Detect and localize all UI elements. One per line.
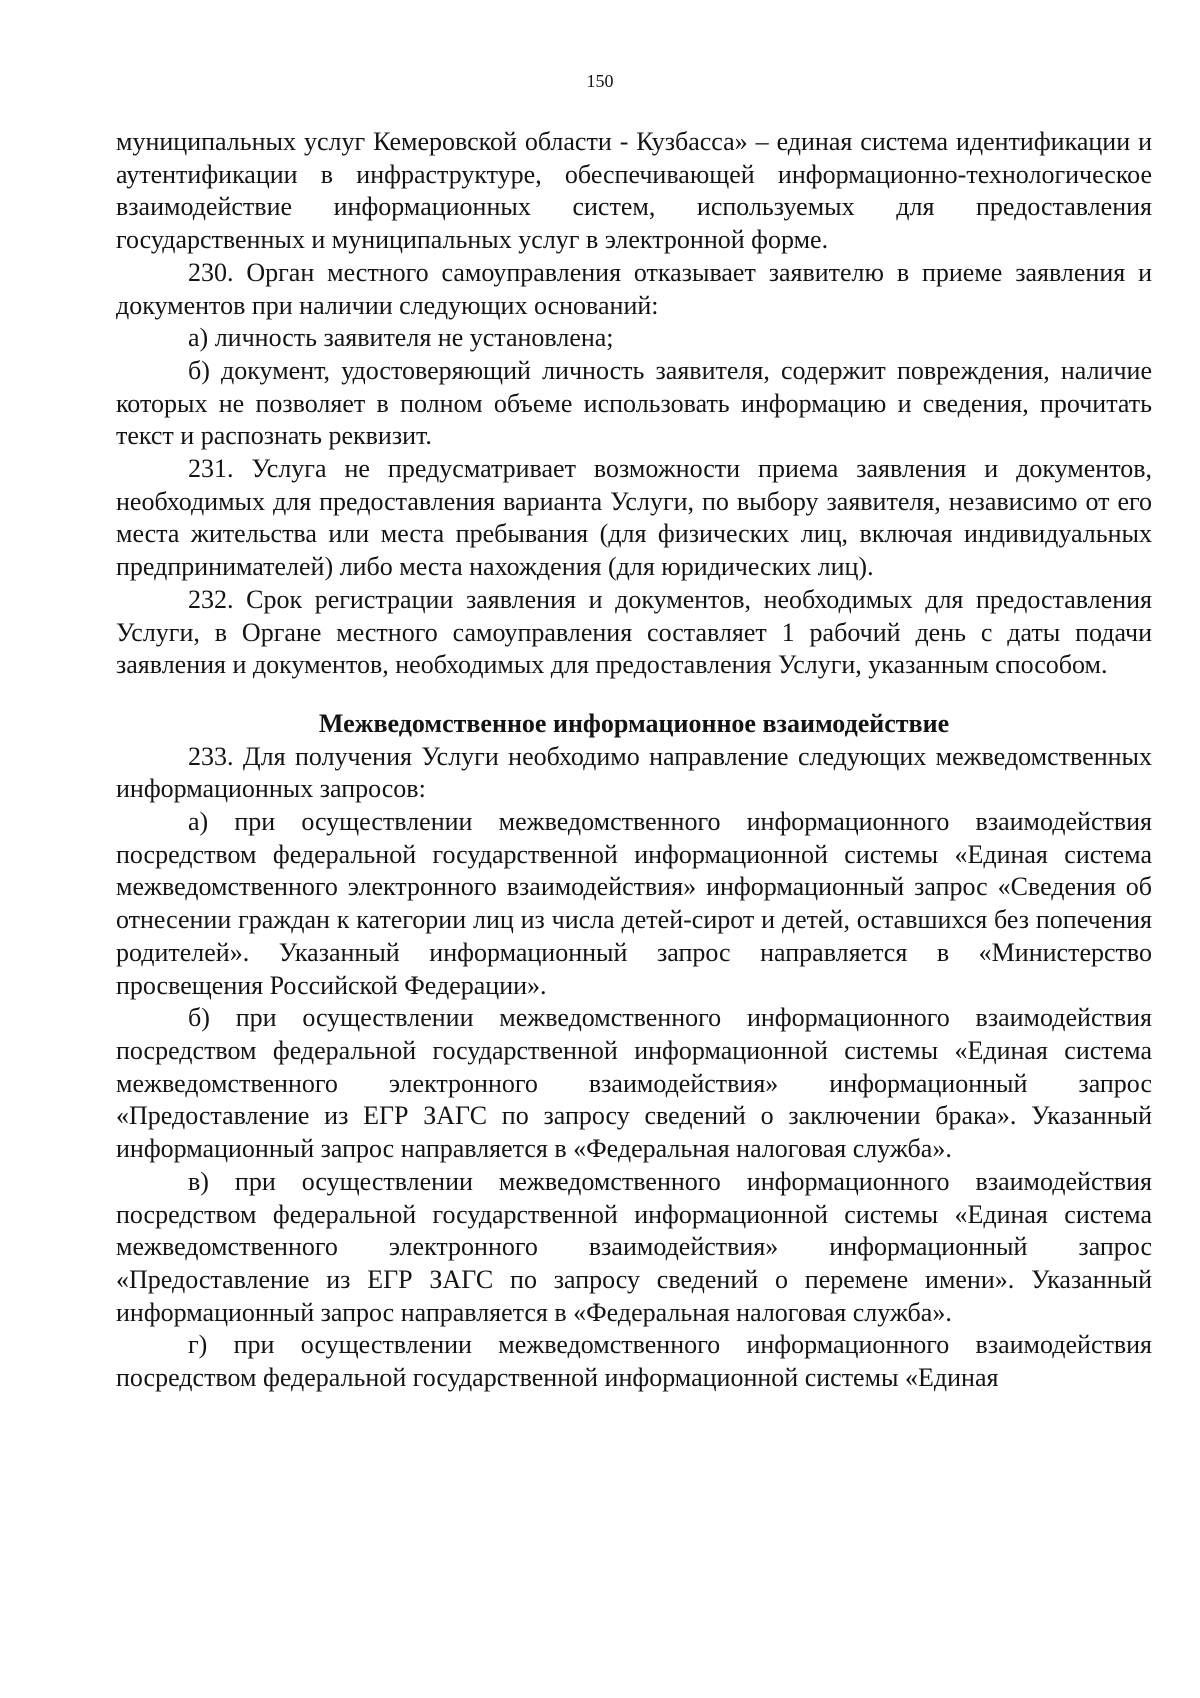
paragraph-230: 230. Орган местного самоуправления отказывает заявителю в приеме заявления и документов при наличии следующих оснований: <box>116 257 1152 320</box>
paragraph-230-a: а) личность заявителя не установлена; <box>188 323 614 353</box>
section-heading: Межведомственное информационное взаимодействие <box>318 708 950 738</box>
paragraph-230-b: б) документ, удостоверяющий личность заявителя, содержит повреждения, наличие которых не позволяет в полном объеме использовать информацию и сведения, прочитать текст и распознать реквизит. <box>116 355 1152 451</box>
page-number: 150 <box>586 71 614 91</box>
document-body <box>116 126 1152 1395</box>
paragraph-233-a: а) при осуществлении межведомственного информационного взаимодействия посредством федеральной государственной информационной системы «Единая система межведомственного электронного взаимодействия» информационный запрос «Сведения об отнесении граждан к категории лиц из числа детей-сирот и детей, оставшихся без попечения родителей». Указанный информационный запрос направляется в «Министерство просвещения Российской Федерации». <box>116 807 1152 1000</box>
paragraph-233-b: б) при осуществлении межведомственного информационного взаимодействия посредством федеральной государственной информационной системы «Единая система межведомственного электронного взаимодействия» информационный запрос «Предоставление из ЕГР ЗАГС по запросу сведений о заключении брака». Указанный информационный запрос направляется в «Федеральная налоговая служба». <box>116 1003 1152 1164</box>
paragraph-233: 233. Для получения Услуги необходимо направление следующих межведомственных информационных запросов: <box>116 741 1152 804</box>
paragraph-233-v: в) при осуществлении межведомственного информационного взаимодействия посредством федеральной государственной информационной системы «Единая система межведомственного электронного взаимодействия» информационный запрос «Предоставление из ЕГР ЗАГС по запросу сведений о перемене имени». Указанный информационный запрос направляется в «Федеральная налоговая служба». <box>116 1166 1152 1327</box>
paragraph-233-g: г) при осуществлении межведомственного информационного взаимодействия посредством федеральной государственной информационной системы «Единая <box>116 1330 1152 1393</box>
paragraph-231: 231. Услуга не предусматривает возможности приема заявления и документов, необходимых для предоставления варианта Услуги, по выбору заявителя, независимо от его места жительства или места пребывания (для физических лиц, включая индивидуальных предпринимателей) либо места нахождения (для юридических лиц). <box>116 454 1152 582</box>
paragraph-continuation: муниципальных услуг Кемеровской области - Кузбасса» – единая система идентификации и аутентификации в инфраструктуре, обеспечивающей информационно-технологическое взаимодействие информационных систем, используемых для предоставления государственных и муниципальных услуг в электронной форме. <box>116 127 1152 255</box>
paragraph-232: 232. Срок регистрации заявления и документов, необходимых для предоставления Услуги, в Органе местного самоуправления составляет 1 рабочий день с даты подачи заявления и документов, необходимых для предоставления Услуги, указанным способом. <box>116 584 1152 680</box>
